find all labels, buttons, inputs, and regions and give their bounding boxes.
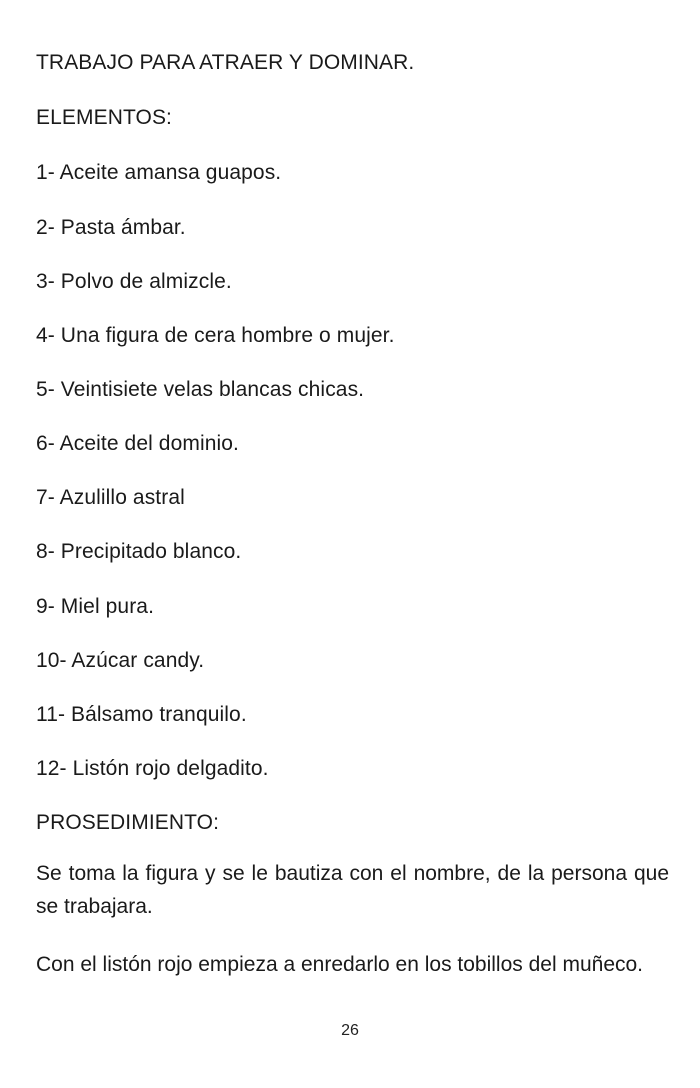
list-item: 7- Azulillo astral: [36, 486, 185, 509]
list-item: 1- Aceite amansa guapos.: [36, 161, 282, 184]
list-item: 12- Listón rojo delgadito.: [36, 757, 269, 780]
list-item: 3- Polvo de almizcle.: [36, 270, 232, 293]
list-item: 9- Miel pura.: [36, 595, 155, 618]
list-item: 5- Veintisiete velas blancas chicas.: [36, 378, 365, 401]
procedure-paragraph: Con el listón rojo empieza a enredarlo en los tobillos del muñeco.: [36, 953, 644, 976]
procedure-heading: PROSEDIMIENTO:: [36, 811, 220, 834]
list-item: 2- Pasta ámbar.: [36, 216, 186, 239]
list-item: 6- Aceite del dominio.: [36, 432, 239, 455]
page-number: 26: [341, 1022, 359, 1039]
list-item: 8- Precipitado blanco.: [36, 540, 242, 563]
elements-heading: ELEMENTOS:: [36, 106, 172, 129]
procedure-paragraph: Se toma la figura y se le bautiza con el nombre, de la persona que se trabajara.: [36, 862, 669, 918]
list-item: 11- Bálsamo tranquilo.: [36, 703, 247, 726]
list-item: 10- Azúcar candy.: [36, 649, 205, 672]
list-item: 4- Una figura de cera hombre o mujer.: [36, 324, 395, 347]
document-title: TRABAJO PARA ATRAER Y DOMINAR.: [36, 51, 415, 74]
